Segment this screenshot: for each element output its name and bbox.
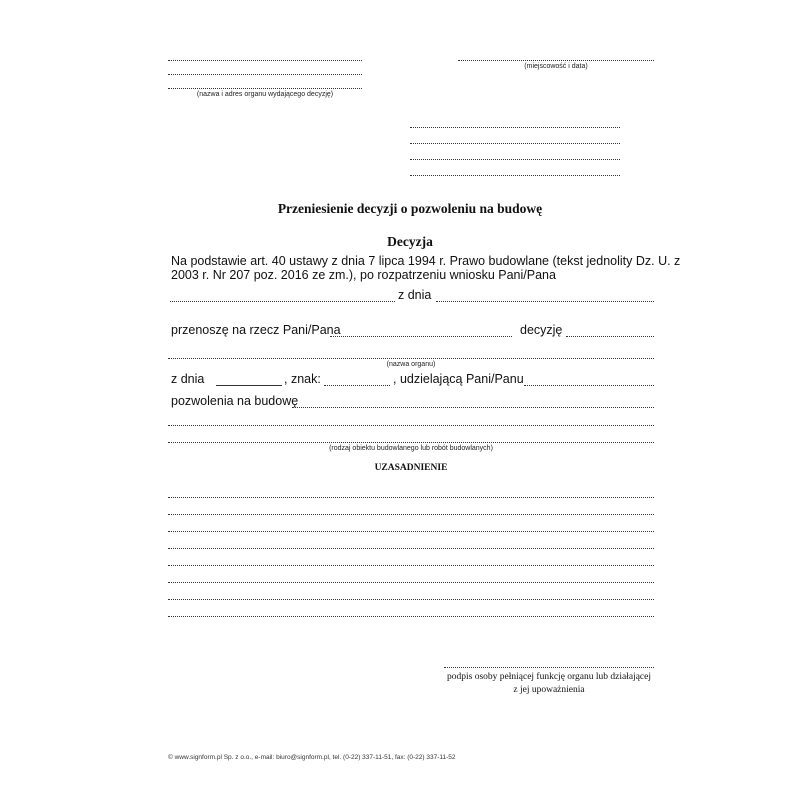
- document-title: Przeniesienie decyzji o pozwoleniu na budowę: [277, 201, 543, 216]
- grantee-name-field[interactable]: [524, 385, 654, 386]
- justification-heading: UZASADNIENIE: [374, 463, 448, 473]
- signature-caption-1: podpis osoby pełniącej funkcję organu lub działającej: [446, 672, 651, 682]
- organ-caption: (nazwa organu): [386, 361, 436, 368]
- decision-heading: Decyzja: [387, 234, 433, 249]
- justification-line-3[interactable]: [168, 531, 654, 532]
- object-line-2[interactable]: [168, 442, 654, 443]
- signature-line[interactable]: [444, 667, 654, 668]
- intro-line-1: Na podstawie art. 40 ustawy z dnia 7 lipca 1994 r. Prawo budowlane (tekst jednolity Dz. U. z: [171, 254, 681, 268]
- justification-line-8[interactable]: [168, 616, 654, 617]
- justification-line-1[interactable]: [168, 497, 654, 498]
- issuer-line-2[interactable]: [168, 74, 362, 75]
- place-date-caption: (miejscowość i data): [524, 63, 588, 70]
- znak-label: , znak:: [284, 372, 321, 386]
- addressee-line-2[interactable]: [410, 143, 620, 144]
- addressee-line-1[interactable]: [410, 127, 620, 128]
- intro-line-2: 2003 r. Nr 207 poz. 2016 ze zm.), po rozpatrzeniu wniosku Pani/Pana: [171, 268, 556, 282]
- object-line-1[interactable]: [168, 425, 654, 426]
- z-dnia-label-1: z dnia: [398, 288, 432, 302]
- organ-name-field[interactable]: [168, 358, 654, 359]
- reference-number-field[interactable]: [324, 385, 390, 386]
- application-date-field[interactable]: [436, 301, 654, 302]
- udzielajaca-label: , udzielającą Pani/Panu: [393, 372, 524, 386]
- z-dnia-label-2: z dnia: [171, 372, 205, 386]
- decision-date-field[interactable]: [216, 385, 282, 386]
- issuer-line-1[interactable]: [168, 60, 362, 61]
- addressee-line-4[interactable]: [410, 175, 620, 176]
- decision-number-field[interactable]: [566, 336, 654, 337]
- publisher-footer: © www.signform.pl Sp. z o.o., e-mail: biuro@signform.pl, tel. (0-22) 337-11-51, fax: (0-22) 337-11-52: [168, 754, 456, 761]
- signature-caption-2: z jej upoważnienia: [513, 685, 585, 695]
- place-date-line[interactable]: [458, 60, 654, 61]
- justification-line-7[interactable]: [168, 599, 654, 600]
- issuer-caption: (nazwa i adres organu wydającego decyzję): [196, 91, 334, 98]
- issuer-line-3[interactable]: [168, 88, 362, 89]
- przenosze-label: przenoszę na rzecz Pani/Pana: [171, 323, 341, 337]
- applicant-name-field[interactable]: [170, 301, 395, 302]
- decyzje-label: decyzję: [520, 323, 563, 337]
- building-permit-field[interactable]: [292, 407, 654, 408]
- pozwolenia-label: pozwolenia na budowę: [171, 394, 299, 408]
- transferee-name-field[interactable]: [330, 336, 512, 337]
- justification-line-6[interactable]: [168, 582, 654, 583]
- justification-line-2[interactable]: [168, 514, 654, 515]
- justification-line-4[interactable]: [168, 548, 654, 549]
- addressee-line-3[interactable]: [410, 159, 620, 160]
- object-caption: (rodzaj obiektu budowlanego lub robót budowlanych): [329, 445, 493, 452]
- justification-line-5[interactable]: [168, 565, 654, 566]
